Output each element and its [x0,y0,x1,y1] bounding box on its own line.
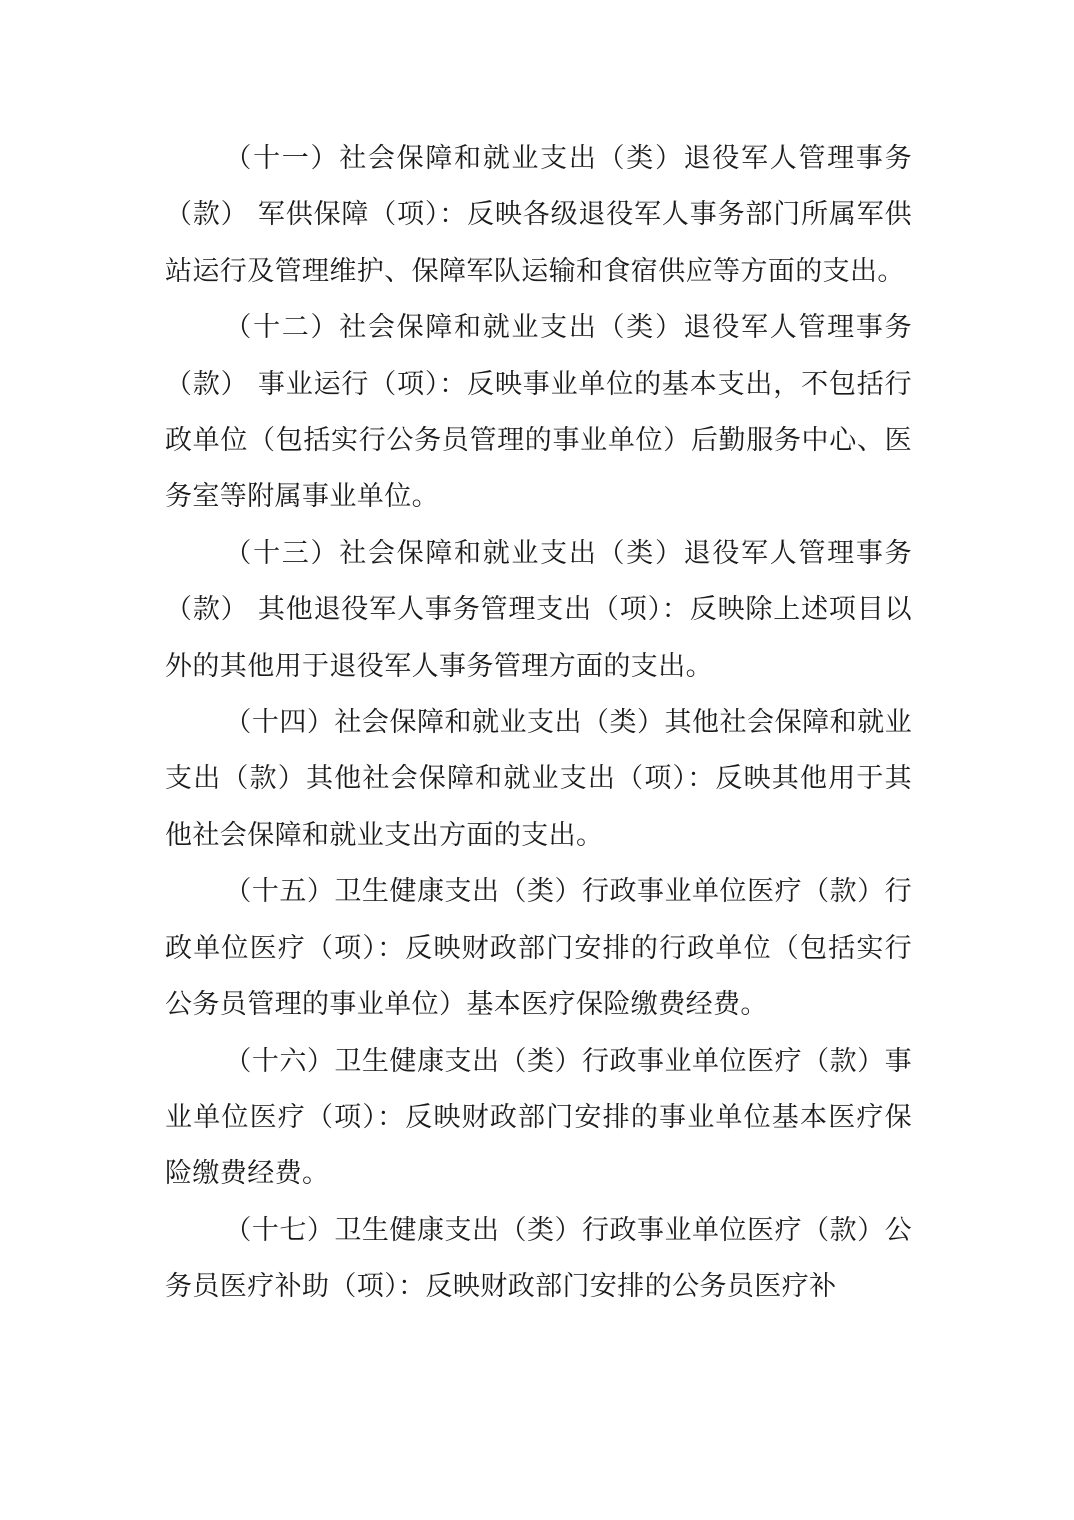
paragraph-12: （十二）社会保障和就业支出（类）退役军人管理事务（款） 事业运行（项）：反映事业单位的基本支出，不包括行政单位（包括实行公务员管理的事业单位）后勤服务中心、医务室等附属事业单位。 [165,312,912,513]
document-body [165,131,912,1316]
paragraph-14: （十四）社会保障和就业支出（类）其他社会保障和就业支出（款）其他社会保障和就业支出（项）：反映其他用于其他社会保障和就业支出方面的支出。 [165,707,912,851]
paragraph-16: （十六）卫生健康支出（类）行政事业单位医疗（款）事业单位医疗（项）：反映财政部门安排的事业单位基本医疗保险缴费经费。 [165,1045,912,1190]
paragraph-11: （十一）社会保障和就业支出（类）退役军人管理事务（款） 军供保障（项）：反映各级退役军人事务部门所属军供站运行及管理维护、保障军队运输和食宿供应等方面的支出。 [165,143,912,287]
paragraph-17: （十七）卫生健康支出（类）行政事业单位医疗（款）公务员医疗补助（项）：反映财政部门安排的公务员医疗补 [165,1214,912,1303]
paragraph-15: （十五）卫生健康支出（类）行政事业单位医疗（款）行政单位医疗（项）：反映财政部门安排的行政单位（包括实行公务员管理的事业单位）基本医疗保险缴费经费。 [165,876,912,1021]
paragraph-13: （十三）社会保障和就业支出（类）退役军人管理事务（款） 其他退役军人事务管理支出（项）：反映除上述项目以外的其他用于退役军人事务管理方面的支出。 [165,537,912,682]
